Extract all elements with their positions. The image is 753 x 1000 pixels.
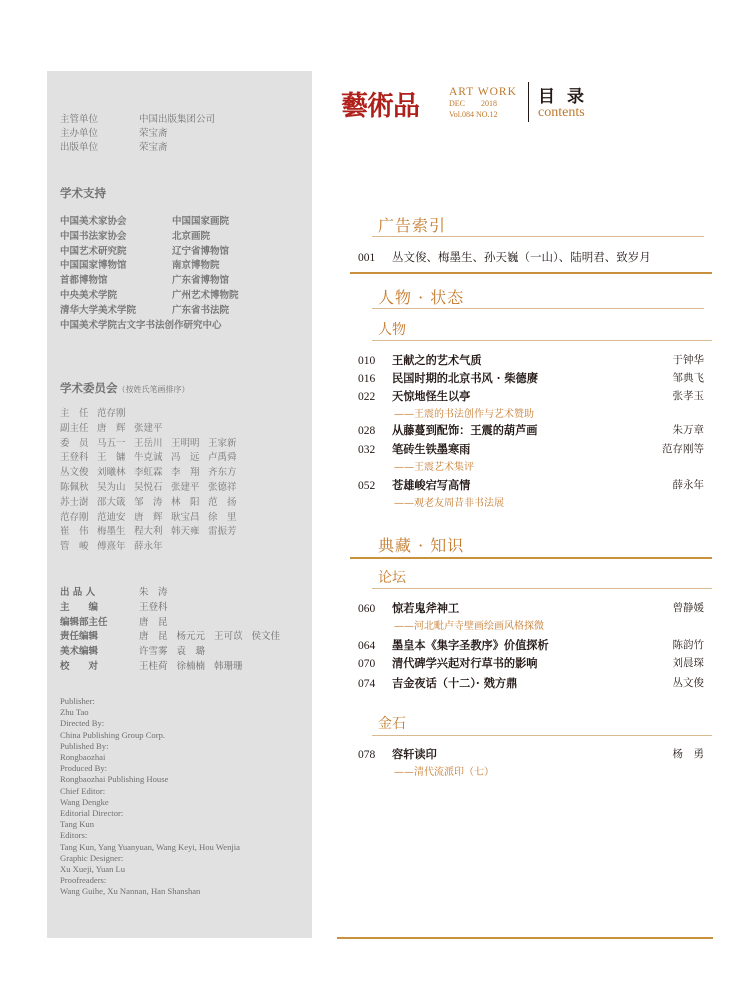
credit-line: Editors:: [60, 830, 88, 841]
committee-member: 邹 涛: [134, 496, 163, 508]
entry-author: 杨 勇: [672, 748, 704, 760]
credit-line: Rongbaozhai Publishing House: [60, 774, 169, 785]
entry-subtitle: ——清代流派印（七）: [394, 767, 494, 778]
page-number: 001: [358, 252, 376, 264]
entry-subtitle: ——河北毗卢寺壁画绘画风格探微: [394, 621, 544, 632]
staff-label: 主 编: [60, 601, 99, 613]
committee-member: 齐东方: [208, 467, 237, 479]
committee-member: 牛克诚: [134, 452, 163, 464]
entry-title: 墨皇本《集字圣教序》价值探析: [392, 638, 549, 652]
toc-entry[interactable]: [358, 477, 705, 493]
committee-member: 范 扬: [208, 496, 237, 508]
committee-member: 梅墨生: [97, 526, 126, 538]
committee-row: [60, 481, 245, 496]
support-list: [60, 215, 239, 333]
committee-row: [60, 540, 245, 555]
masthead-value: 中国出版集团公司: [139, 114, 216, 125]
section-rule: [372, 588, 712, 589]
credit-line: Chief Editor:: [60, 785, 106, 796]
entry-author: 张孝玉: [672, 390, 704, 402]
committee-member: 张建平: [134, 422, 163, 434]
credit-line: China Publishing Group Corp.: [60, 729, 166, 740]
credit-line: Proofreaders:: [60, 875, 107, 886]
page-number: 070: [358, 658, 376, 670]
section-collection-title: 典藏 · 知识: [378, 536, 465, 555]
toc-entry[interactable]: [358, 746, 705, 762]
toc-entry[interactable]: [358, 249, 705, 265]
staff-name: 朱 涛: [139, 587, 168, 598]
section-rule: [372, 340, 712, 341]
page-number: 052: [358, 480, 376, 492]
staff-name: 袁 璐: [176, 646, 206, 658]
header-divider: [528, 82, 529, 122]
toc-entry[interactable]: [358, 370, 705, 386]
entry-author: 刘晨琛: [672, 657, 704, 669]
page-number: 078: [358, 749, 376, 761]
credit-line: Wang Dengke: [60, 796, 109, 807]
entry-subtitle: ——观老友周昔非书法展: [394, 498, 504, 509]
support-org: 中国美术学院古文字书法创作研究中心: [60, 319, 222, 331]
masthead-value: 荣宝斋: [139, 128, 168, 139]
committee-member: 李 翔: [171, 467, 200, 479]
committee-label: 管 峻: [60, 541, 89, 553]
committee-member: 程大利: [134, 526, 163, 538]
committee-list: [60, 407, 245, 555]
entry-author: 于钟华: [672, 354, 704, 366]
page-number: 074: [358, 678, 376, 690]
committee-member: 王岳川: [134, 437, 163, 449]
subsection-people: 人物: [378, 322, 406, 338]
entry-author: 范存刚等: [662, 443, 704, 455]
committee-member: 冯 远: [171, 452, 200, 464]
toc-entry[interactable]: [358, 352, 705, 368]
masthead-label: 主管单位: [60, 114, 99, 125]
entry-title: 惊若鬼斧神工: [392, 601, 460, 615]
staff-label: 编辑部主任: [60, 616, 108, 628]
staff-name: 许雪雾: [139, 646, 168, 658]
staff-name: 唐 昆: [139, 631, 168, 643]
toc-entry[interactable]: [358, 600, 705, 616]
entry-title: 容轩读印: [392, 747, 437, 761]
credit-line: Editorial Director:: [60, 808, 124, 819]
page-number: 032: [358, 444, 376, 456]
committee-row: [60, 451, 245, 466]
committee-label: 委 员: [60, 437, 89, 449]
staff-label: 责任编辑: [60, 631, 99, 643]
entry-author: 曾静媛: [672, 602, 704, 614]
support-org: 中央美术学院: [60, 289, 118, 301]
support-org: 中国国家博物馆: [60, 260, 127, 272]
staff-label: 出 品 人: [60, 587, 96, 598]
issue-volume: Vol.084 NO.12: [449, 110, 498, 119]
committee-member: 王家新: [208, 437, 237, 449]
committee-member: 薛永年: [134, 541, 163, 553]
page-number: 028: [358, 425, 376, 437]
support-row: [60, 304, 239, 319]
committee-row: [60, 496, 245, 511]
support-row: [60, 245, 239, 260]
art-work-label: ART WORK: [449, 86, 517, 98]
toc-entry[interactable]: [358, 388, 705, 404]
credit-line: Zhu Tao: [60, 707, 89, 718]
section-rule: [372, 735, 712, 736]
committee-label: 王登科: [60, 452, 89, 464]
committee-member: 唐 辉: [97, 422, 126, 434]
entry-title: 清代碑学兴起对行草书的影响: [392, 656, 538, 670]
committee-member: 王明明: [171, 437, 200, 449]
entry-title: 从藤蔓到配饰：王震的葫芦画: [392, 423, 538, 437]
subsection-jinshi: 金石: [378, 716, 406, 732]
masthead-label: 主办单位: [60, 128, 99, 139]
toc-title-en: contents: [538, 105, 585, 120]
credit-line: Tang Kun: [60, 819, 95, 830]
masthead-row: [60, 113, 215, 127]
credit-line: Produced By:: [60, 763, 108, 774]
committee-row: [60, 437, 245, 452]
committee-member: 耿宝昌: [171, 511, 200, 523]
committee-label: 陈佩秋: [60, 481, 89, 493]
staff-name: 徐楠楠: [176, 660, 206, 672]
entry-author: 朱万章: [672, 424, 704, 436]
staff-label: 校 对: [60, 660, 99, 672]
entry-subtitle: ——王震艺术集评: [394, 462, 474, 473]
committee-row: [60, 511, 245, 526]
committee-member: 唐 辉: [134, 511, 163, 523]
committee-note: （按姓氏笔画排序）: [117, 385, 190, 394]
credit-line: Publisher:: [60, 696, 95, 706]
committee-member: 张建平: [171, 481, 200, 493]
staff-name: 王桂荷: [139, 660, 168, 672]
committee-member: 卢禹舜: [208, 452, 237, 464]
support-org: 南京博物院: [172, 260, 220, 272]
entry-author: 薛永年: [672, 479, 704, 491]
staff-label: 美术编辑: [60, 646, 99, 658]
masthead-value: 荣宝斋: [139, 142, 168, 153]
staff-row: [60, 601, 289, 616]
section-rule: [350, 272, 712, 274]
committee-label: 副主任: [60, 422, 89, 434]
entry-title: 吉金夜话（十二）· 戣方鼎: [392, 676, 518, 690]
staff-name: 王可苡: [214, 631, 243, 643]
credit-line: Tang Kun, Yang Yuanyuan, Wang Keyi, Hou Wenjia: [60, 841, 240, 852]
page-number: 060: [358, 603, 376, 615]
support-row: [60, 289, 239, 304]
staff-name: 王登科: [139, 601, 168, 613]
toc-entry[interactable]: [358, 441, 705, 457]
support-org: 中国国家画院: [172, 216, 230, 227]
staff-row: [60, 616, 289, 631]
committee-row: [60, 422, 245, 437]
entry-title: 民国时期的北京书风 · 柴德赓: [392, 371, 538, 385]
page-number: 010: [358, 355, 376, 367]
committee-member: 吴悦石: [134, 481, 163, 493]
entry-author: 邹典飞: [672, 372, 704, 384]
toc-entry[interactable]: [358, 422, 705, 438]
committee-title: [60, 380, 190, 396]
section-people-title: 人物 · 状态: [378, 288, 465, 307]
section-rule: [350, 557, 712, 559]
support-org: 首都博物馆: [60, 275, 108, 287]
support-org: 广东省博物馆: [172, 275, 230, 287]
staff-list: [60, 586, 289, 675]
committee-member: 傅熹年: [97, 541, 126, 553]
entry-title: 天惊地怪生以亭: [392, 389, 471, 403]
support-row: [60, 230, 239, 245]
support-org: 广州艺术博物院: [172, 289, 239, 301]
issue-info: [449, 86, 517, 120]
section-ads-title: 广告索引: [378, 216, 447, 235]
masthead-label: 出版单位: [60, 142, 99, 153]
staff-row: [60, 660, 289, 675]
committee-member: 吴为山: [97, 481, 126, 493]
credit-line: Directed By:: [60, 718, 105, 729]
entry-author: 丛文俊: [672, 677, 704, 689]
entry-subtitle: ——王震的书法创作与艺术赞助: [394, 409, 534, 420]
support-row: [60, 274, 239, 289]
credit-line: Xu Xueji, Yuan Lu: [60, 864, 126, 875]
committee-row: [60, 407, 245, 422]
committee-member: 李虹霖: [134, 467, 163, 479]
support-org: 中国书法家协会: [60, 230, 127, 242]
committee-title-text: 学术委员会: [60, 381, 118, 395]
section-rule: [372, 236, 704, 237]
english-credits: [60, 696, 240, 898]
committee-label: 主 任: [60, 408, 89, 419]
entry-title: 丛文俊、梅墨生、孙天巍（一山）、陆明君、致岁月: [392, 250, 651, 264]
committee-member: 范存刚: [97, 408, 126, 419]
committee-member: 徐 里: [208, 511, 237, 523]
committee-member: 雷振芳: [208, 526, 237, 538]
committee-member: 韩天雍: [171, 526, 200, 538]
committee-row: [60, 466, 245, 481]
support-org: 广东省书法院: [172, 304, 230, 316]
toc-entry[interactable]: [358, 655, 705, 671]
committee-label: 范存刚: [60, 511, 89, 523]
committee-member: 范迪安: [97, 511, 126, 523]
toc-entry[interactable]: [358, 637, 705, 653]
subsection-forum: 论坛: [378, 570, 406, 586]
committee-label: 苏士澍: [60, 496, 89, 508]
staff-name: 唐 昆: [139, 616, 168, 628]
section-rule: [372, 308, 704, 309]
support-org: 中国美术家协会: [60, 216, 127, 227]
masthead-row: [60, 127, 168, 141]
masthead-sidebar: [47, 71, 312, 938]
support-org: 清华大学美术学院: [60, 304, 137, 316]
page-number: 016: [358, 373, 376, 385]
credit-line: Wang Guihe, Xu Nannan, Han Shanshan: [60, 886, 201, 897]
committee-member: 邵大箴: [97, 496, 126, 508]
page-number: 022: [358, 391, 376, 403]
support-title: 学术支持: [60, 186, 106, 200]
committee-member: 马五一: [97, 437, 126, 449]
support-org: 中国艺术研究院: [60, 245, 127, 257]
support-row: [60, 319, 239, 334]
staff-name: 杨元元: [176, 631, 206, 643]
page-bottom-rule: [337, 937, 713, 939]
committee-member: 王 镛: [97, 452, 126, 464]
committee-label: 丛文俊: [60, 467, 89, 479]
entry-title: 王献之的艺术气质: [392, 353, 482, 367]
support-org: 北京画院: [172, 230, 211, 242]
toc-entry[interactable]: [358, 675, 705, 691]
entry-title: 笔砖生铁墨寒雨: [392, 442, 471, 456]
staff-row: [60, 645, 289, 660]
masthead-row: [60, 141, 168, 155]
staff-row: [60, 630, 289, 645]
credit-line: Rongbaozhai: [60, 752, 106, 763]
committee-member: 刘曦林: [97, 467, 126, 479]
page-number: 064: [358, 640, 376, 652]
magazine-logo: 藝術品: [341, 91, 419, 122]
committee-member: 张德祥: [208, 481, 237, 493]
staff-name: 侯文佳: [251, 631, 281, 643]
staff-row: [60, 586, 289, 601]
support-org: 辽宁省博物馆: [172, 245, 230, 257]
committee-label: 崔 伟: [60, 526, 89, 538]
credit-line: Graphic Designer:: [60, 852, 124, 863]
entry-author: 陈韵竹: [672, 639, 704, 651]
committee-row: [60, 525, 245, 540]
entry-title: 苍雄峻宕写高情: [392, 478, 471, 492]
credit-line: Published By:: [60, 740, 109, 751]
toc-title-cn: 目录: [538, 87, 596, 107]
committee-member: 林 阳: [171, 496, 200, 508]
support-row: [60, 215, 239, 230]
staff-name: 韩珊珊: [214, 660, 243, 672]
support-row: [60, 259, 239, 274]
issue-date: DEC 2018: [449, 99, 497, 108]
